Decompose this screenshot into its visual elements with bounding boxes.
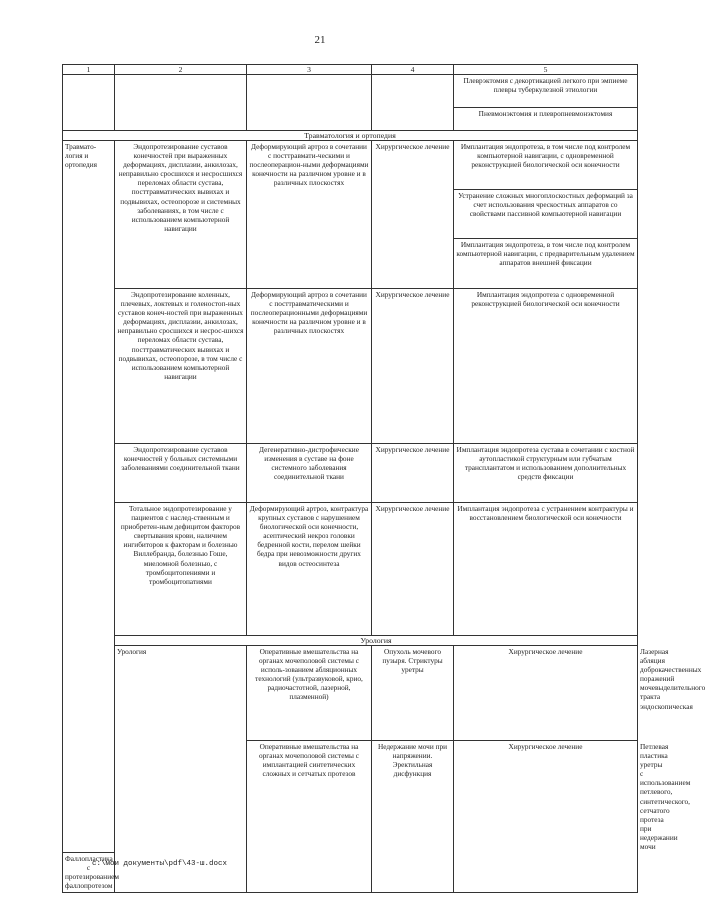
procedure-cell: Эндопротезирование коленных, плечевых, локтевых и голеностоп-ных суставов конеч-ностей при выраженных деформациях, дисплазии, анкилозах, неправильно сросшихся и несрос-шихся переломах области сустава, посттравматических вывихах и подвывихах, остеопорозе, в том числе с использованием компьютерной навигации: [115, 289, 247, 444]
procedures-table: [62, 64, 705, 893]
table-row: [63, 444, 638, 503]
section-row: [63, 636, 638, 646]
column-header-1: 1: [63, 65, 115, 75]
procedure-cell: Оперативные вмешательства на органах мочеполовой системы с исполь-зованием абляционных технологий (ультразвуковой, крио, радиочастотной, лазерной, плазменной): [247, 646, 372, 741]
treatment-cell: Хирургическое лечение: [372, 444, 454, 503]
treatment-cell: Хирургическое лечение: [372, 141, 454, 289]
column-header-2: 2: [115, 65, 247, 75]
page-number: 21: [314, 34, 326, 46]
table-row: Урология Оперативные вмешательства на органах мочеполовой системы с исполь-зованием абляционных технологий (ультразвуковой, крио, радиочастотной, лазерной, плазменной) Опухоль мочевого пузыря. Стриктуры уретры Хирургическое лечение Лазерная абляция доброкачественных поражений мочевыделительного тракта эндоскопическая: [63, 646, 638, 741]
procedure-cell: Эндопротезирование суставов конечностей у больных системными заболеваниями соединительной ткани: [115, 444, 247, 503]
diagnosis-cell: Опухоль мочевого пузыря. Стриктуры уретры: [372, 646, 454, 741]
profile-cell: Травмато-логия и ортопедия: [63, 141, 115, 853]
method-cell: Пневмонэктомия и плевропневмонэктомия: [454, 108, 638, 131]
diagnosis-cell: Деформирующий артроз в сочетании с посттравматическими и послеоперационными деформациями конечности на различном уровне и в различных плоскостях: [247, 289, 372, 444]
procedure-cell: Оперативные вмешательства на органах мочеполовой системы с имплантацией синтетических сложных и сетчатых протезов: [247, 741, 372, 893]
table-row: [63, 75, 638, 108]
diagnosis-cell: Недержание мочи при напряжении. Эректильная дисфункция: [372, 741, 454, 893]
procedure-cell: Тотальное эндопротезирование у пациентов с наслед-ственным и приобретен-ным дефицитом факторов свертывания крови, наличием ингибиторов к факторам и болезнью Виллебранда, болезнью Гоше, миеломной болезнью, с тромбоцитопениями и тромбоцитопатиями: [115, 503, 247, 636]
profile-cell: Урология: [115, 646, 247, 893]
table-row: [63, 141, 638, 190]
method-cell: Имплантация эндопротеза, в том числе под контролем компьютерной навигации, с одновременной реконструкцией биологической оси конечности: [454, 141, 638, 190]
method-cell: Устранение сложных многоплоскостных деформаций за счет использования чрескостных аппаратов со свойствами пассивной компьютерной навигации: [454, 190, 638, 239]
column-header-4: 4: [372, 65, 454, 75]
treatment-cell: Хирургическое лечение: [454, 741, 638, 893]
method-cell: Имплантация эндопротеза с одновременной реконструкцией биологической оси конечности: [454, 289, 638, 444]
section-title-urology: Урология: [115, 636, 638, 646]
column-header-3: 3: [247, 65, 372, 75]
procedure-cell: Эндопротезирование суставов конечностей при выраженных деформациях, дисплазии, анкилозах, неправильно сросшихся и несросшихся переломах области сустава, посттравматических вывихах и подвывихах, остеопорозе и системных заболеваниях, в том числе с использованием компьютерной навигации: [115, 141, 247, 289]
section-title-trauma: Травматология и ортопедия: [63, 131, 638, 141]
column-header-row: [63, 65, 638, 75]
treatment-cell: Хирургическое лечение: [372, 503, 454, 636]
table-row: [63, 503, 638, 636]
table-row: Оперативные вмешательства на органах мочеполовой системы с имплантацией синтетических сложных и сетчатых протезов Недержание мочи при напряжении. Эректильная дисфункция Хирургическое лечение Петлевая пластика уретры с использованием петлевого, синтетического, сетчатого протеза при недержании мочи: [63, 741, 638, 853]
diagnosis-cell: Деформирующий артроз, контрактура крупных суставов с нарушением биологической оси конечности, асептический некроз головки бедренной кости, перелом шейки бедра при невозможности других видов остеосинтеза: [247, 503, 372, 636]
method-cell: Фаллопластика с протезированием фаллопротезом: [63, 853, 115, 892]
method-cell: Имплантация эндопротеза сустава в сочетании с костной аутопластикой структурным или губчатым трансплантатом и использованием дополнительных средств фиксации: [454, 444, 638, 503]
method-cell: Плеврэктомия с декортикацией легкого при эмпиеме плевры туберкулезной этиологии: [454, 75, 638, 108]
treatment-cell: Хирургическое лечение: [372, 289, 454, 444]
column-header-5: 5: [454, 65, 638, 75]
file-path-footer: c:\мои документы\pdf\43-ш.docx: [92, 860, 228, 868]
section-row: [63, 131, 638, 141]
method-cell: Имплантация эндопротеза, в том числе под контролем компьютерной навигации, с предварительным удалением аппаратов внешней фиксации: [454, 239, 638, 289]
method-cell: Имплантация эндопротеза с устранением контрактуры и восстановлением биологической оси конечности: [454, 503, 638, 636]
table-row: [63, 289, 638, 444]
diagnosis-cell: Деформирующий артроз в сочетании с посттравмати-ческими и послеоперацион-ными деформациями конечности на различном уровне и в различных плоскостях: [247, 141, 372, 289]
diagnosis-cell: Дегенеративно-дистрофические изменения в суставе на фоне системного заболевания соединительной ткани: [247, 444, 372, 503]
treatment-cell: Хирургическое лечение: [454, 646, 638, 741]
